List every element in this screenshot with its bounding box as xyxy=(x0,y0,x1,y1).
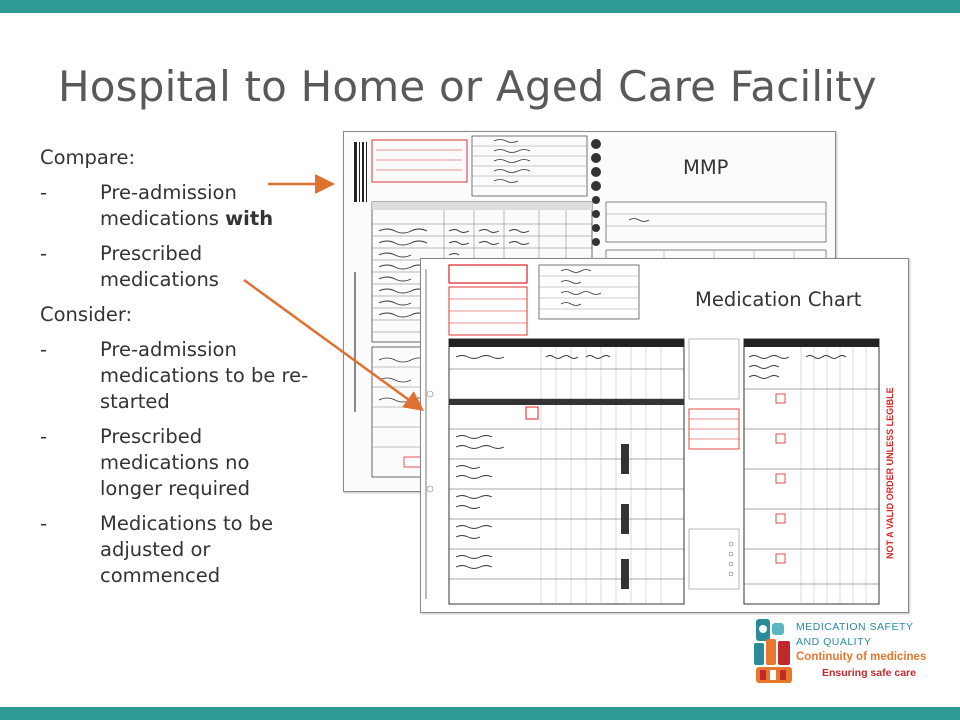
logo-line-1: MEDICATION SAFETY xyxy=(796,621,914,633)
logo-line-4: Ensuring safe care xyxy=(822,667,916,679)
svg-text:NOT A VALID ORDER UNLESS LEGIB: NOT A VALID ORDER UNLESS LEGIBLE xyxy=(885,387,895,559)
bottom-accent-bar xyxy=(0,707,960,720)
bullet: - xyxy=(40,242,48,265)
bullet: - xyxy=(40,338,48,361)
medication-safety-logo xyxy=(752,617,942,687)
consider-heading: Consider: xyxy=(40,303,133,326)
medication-chart-label: Medication Chart xyxy=(695,288,862,311)
list-item-text: Medications to be adjusted or commenced xyxy=(100,512,274,587)
list-item-text: Prescribed medications xyxy=(100,242,219,291)
logo-line-3: Continuity of medicines xyxy=(796,651,927,663)
logo-mark-icon xyxy=(752,617,796,687)
bullet: - xyxy=(40,512,48,535)
list-item-text-main: Pre-admission medications xyxy=(100,181,237,230)
list-item-bold: with xyxy=(225,207,274,230)
slide-title: Hospital to Home or Aged Care Facility xyxy=(58,62,877,111)
mmp-label: MMP xyxy=(683,156,729,179)
bullet: - xyxy=(40,425,48,448)
list-item-text: Prescribed medications no longer required xyxy=(100,425,251,500)
arrow-to-chart xyxy=(244,280,420,408)
compare-heading: Compare: xyxy=(40,146,136,169)
bullet: - xyxy=(40,181,48,204)
list-item-text: Pre-admission medications to be re-started xyxy=(100,338,309,413)
logo-line-2: AND QUALITY xyxy=(796,636,872,648)
